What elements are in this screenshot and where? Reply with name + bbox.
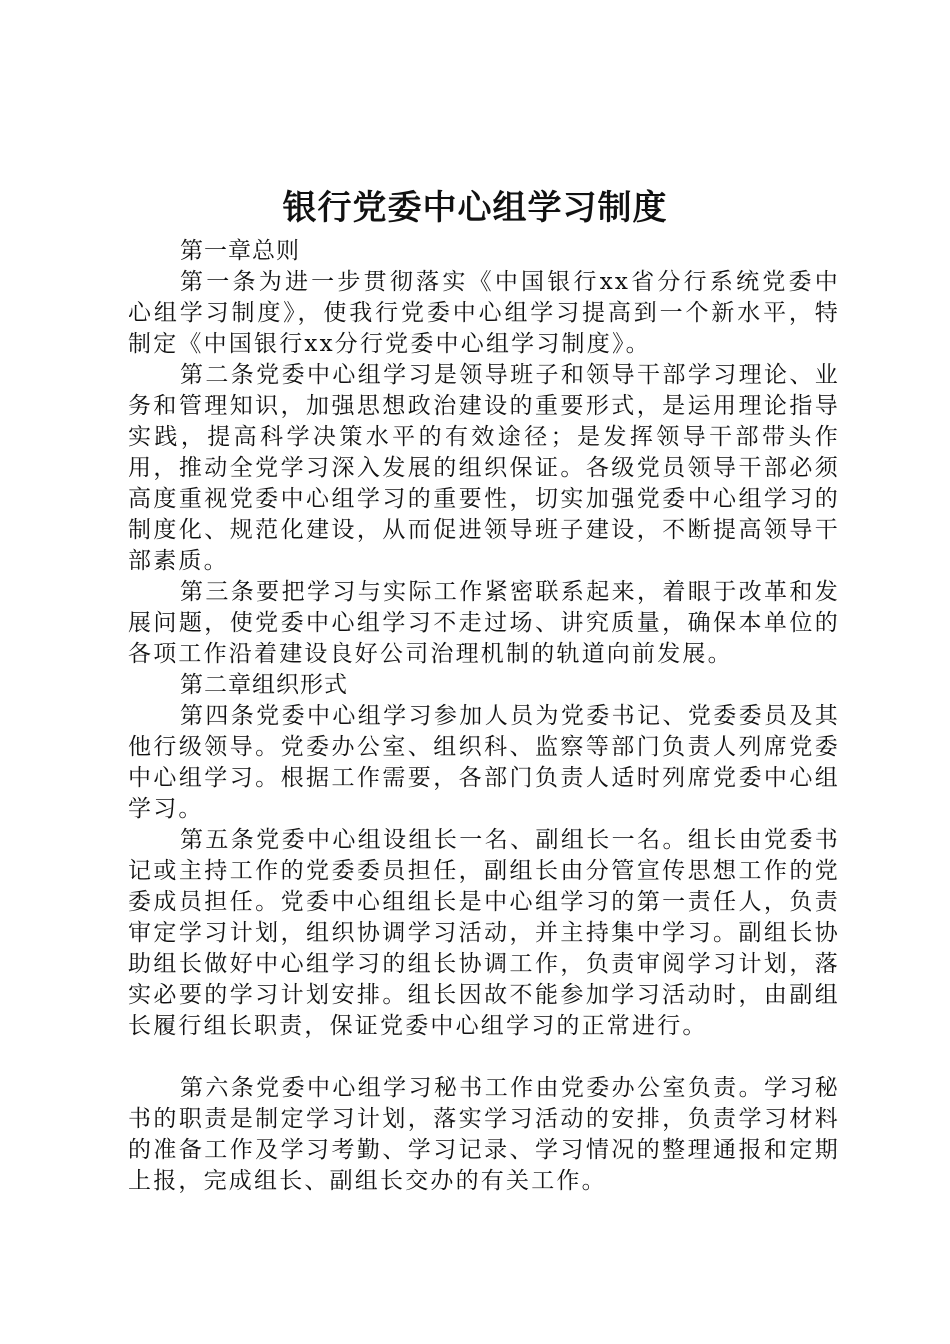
article-paragraph: 第一条为进一步贯彻落实《中国银行xx省分行系统党委中心组学习制度》，使我行党委中心组学习提高到一个新水平，特制定《中国银行xx分行党委中心组学习制度》。 — [128, 269, 840, 357]
chapter-heading: 第一章总则 — [180, 238, 300, 264]
article-paragraph: 第五条党委中心组设组长一名、副组长一名。组长由党委书记或主持工作的党委委员担任，副组长由分管宣传思想工作的党委成员担任。党委中心组组长是中心组学习的第一责任人，负责审定学习计划，组织协调学习活动，并主持集中学习。副组长协助组长做好中心组学习的组长协调工作，负责审阅学习计划，落实必要的学习计划安排。组长因故不能参加学习活动时，由副组长履行组长职责，保证党委中心组学习的正常进行。 — [128, 827, 840, 1039]
article-paragraph: 第二条党委中心组学习是领导班子和领导干部学习理论、业务和管理知识，加强思想政治建设的重要形式，是运用理论指导实践，提高科学决策水平的有效途径；是发挥领导干部带头作用，推动全党学习深入发展的组织保证。各级党员领导干部必须高度重视党委中心组学习的重要性，切实加强党委中心组学习的制度化、规范化建设，从而促进领导班子建设，不断提高领导干部素质。 — [128, 362, 840, 574]
document-body — [128, 236, 840, 1197]
chapter-heading: 第二章组织形式 — [180, 672, 348, 698]
article-paragraph: 第四条党委中心组学习参加人员为党委书记、党委委员及其他行级领导。党委办公室、组织科、监察等部门负责人列席党委中心组学习。根据工作需要，各部门负责人适时列席党委中心组学习。 — [128, 703, 840, 822]
article-paragraph: 第六条党委中心组学习秘书工作由党委办公室负责。学习秘书的职责是制定学习计划，落实学习活动的安排，负责学习材料的准备工作及学习考勤、学习记录、学习情况的整理通报和定期上报，完成组长、副组长交办的有关工作。 — [128, 1075, 840, 1194]
document-title: 银行党委中心组学习制度 — [282, 188, 668, 228]
article-paragraph: 第三条要把学习与实际工作紧密联系起来，着眼于改革和发展问题，使党委中心组学习不走过场、讲究质量，确保本单位的各项工作沿着建设良好公司治理机制的轨道向前发展。 — [128, 579, 840, 667]
